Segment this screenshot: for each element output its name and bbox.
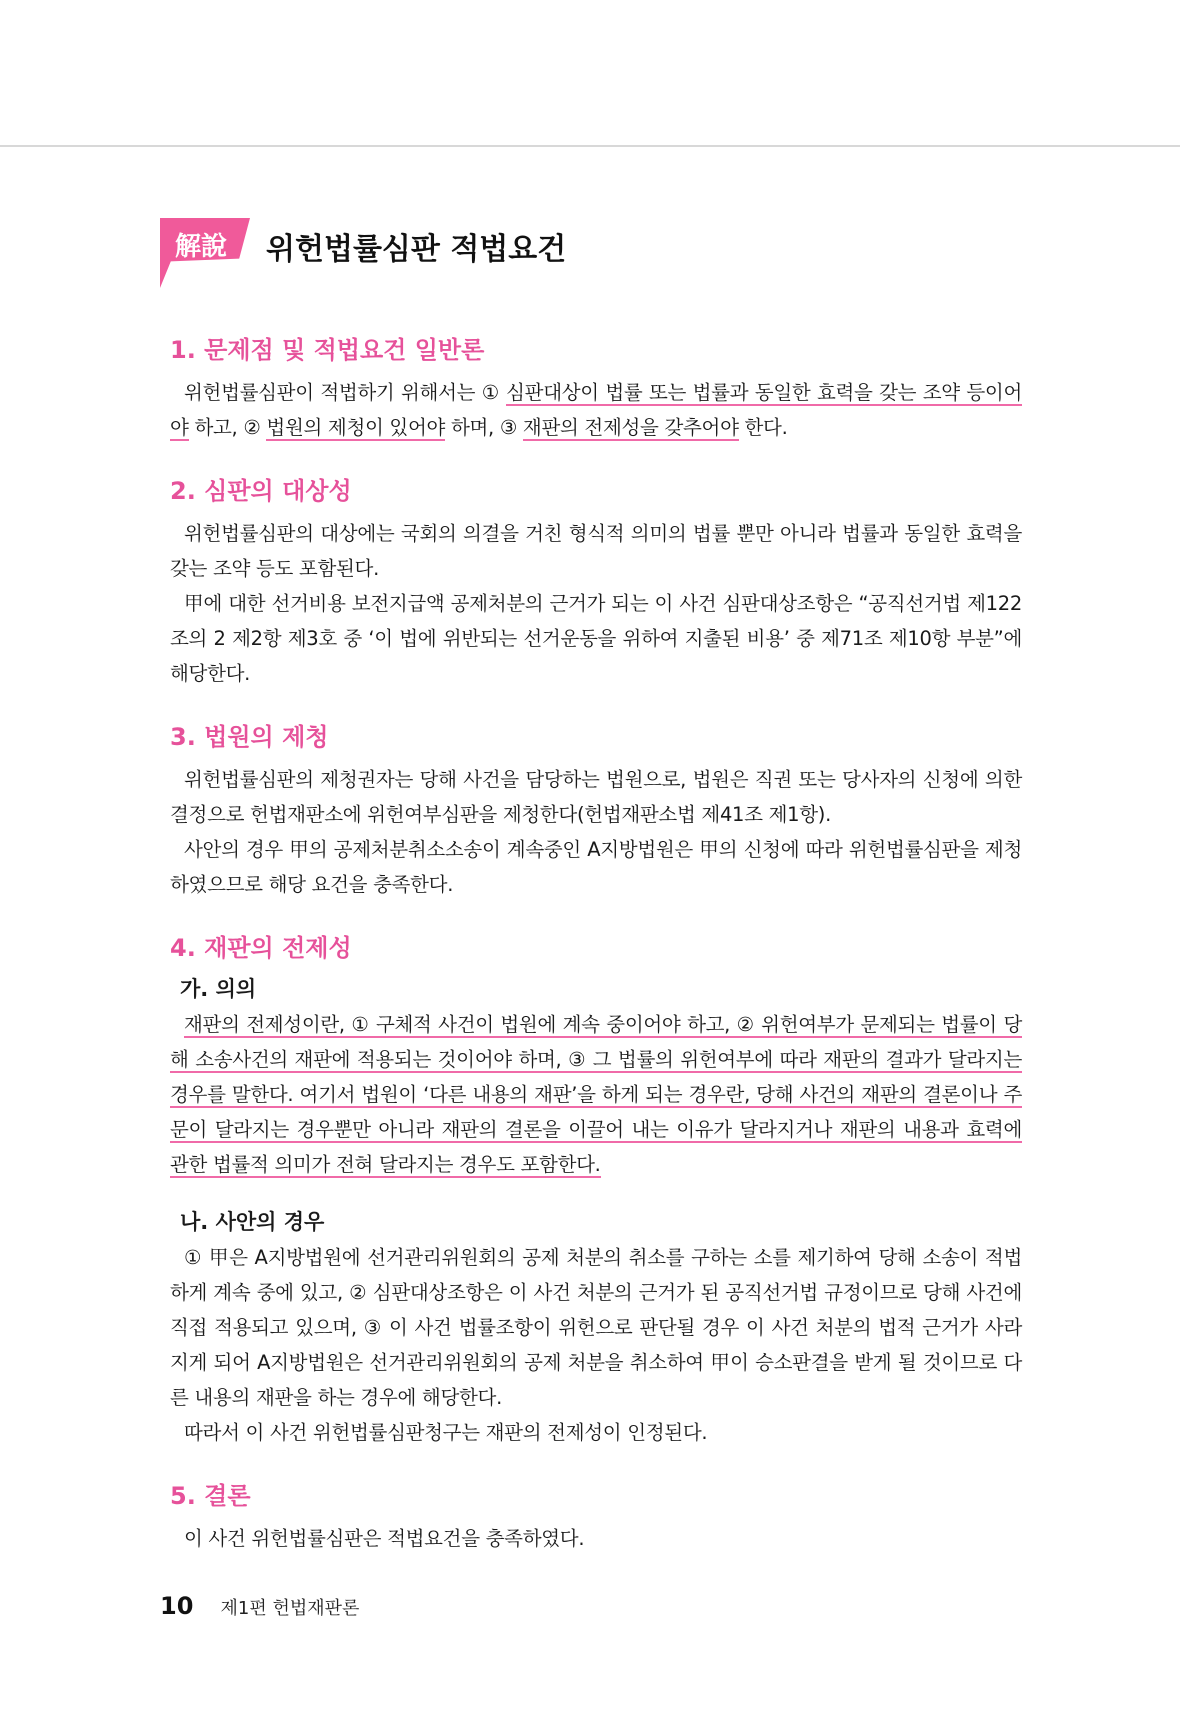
page-number: 10 xyxy=(160,1592,194,1620)
s1-highlight-2: 법원의 제청이 있어야 xyxy=(266,416,446,439)
section-3-paragraph-1: 위헌법률심판의 제청권자는 당해 사건을 담당하는 법원으로, 법원은 직권 또는 당사자의 신청에 의한 결정으로 헌법재판소에 위헌여부심판을 제청한다(헌법재판소법 제41조 제1항). xyxy=(170,768,1022,826)
section-4a-subtitle: 가. 의의 xyxy=(180,977,257,1001)
s1-text-g: 한다. xyxy=(738,416,788,439)
s1-highlight-1: 심판대상이 법률 또는 법률과 동일한 효력을 갖는 조약 등이어야 xyxy=(170,381,1022,439)
section-5-title: 5. 결론 xyxy=(170,1482,251,1510)
section-4a-paragraph xyxy=(170,1007,1022,1182)
section-2-title: 2. 심판의 대상성 xyxy=(170,477,352,505)
main-content xyxy=(170,330,1022,1556)
section-1-title: 1. 문제점 및 적법요건 일반론 xyxy=(170,336,485,364)
section-2-paragraph-1: 위헌법률심판의 대상에는 국회의 의결을 거친 형식적 의미의 법률 뿐만 아니라 법률과 동일한 효력을 갖는 조약 등도 포함된다. xyxy=(170,522,1022,580)
section-3-title: 3. 법원의 제청 xyxy=(170,723,329,751)
badge xyxy=(160,218,250,288)
section-4b-paragraph-1: ① 甲은 A지방법원에 선거관리위원회의 공제 처분의 취소를 구하는 소를 제기하여 당해 소송이 적법하게 계속 중에 있고, ② 심판대상조항은 이 사건 처분의 근거가 된 공직선거법 규정이므로 당해 사건에 직접 적용되고 있으며, ③ 이 사건 법률조항이 위헌으로 판단될 경우 이 사건 처분의 법적 근거가 사라지게 되어 A지방법원은 선거관리위원회의 공제 처분을 취소하여 甲이 승소판결을 받게 될 것이므로 다른 내용의 재판을 하는 경우에 해당한다. xyxy=(170,1246,1022,1409)
page-footer xyxy=(160,1592,359,1620)
section-4b-subtitle: 나. 사안의 경우 xyxy=(180,1210,325,1234)
section-2-paragraph-2: 甲에 대한 선거비용 보전지급액 공제처분의 근거가 되는 이 사건 심판대상조항은 “공직선거법 제122조의 2 제2항 제3호 중 ‘이 법에 위반되는 선거운동을 위하여 지출된 비용’ 중 제71조 제10항 부분”에 해당한다. xyxy=(170,592,1022,685)
s1-text-a: 위헌법률심판이 적법하기 위해서는 ① xyxy=(184,381,507,404)
s1-text-c: 하고, ② xyxy=(188,416,267,439)
page-title: 위헌법률심판 적법요건 xyxy=(266,232,567,267)
badge-label: 解說 xyxy=(174,232,227,262)
s1-text-e: 하며, ③ xyxy=(445,416,523,439)
section-4-title: 4. 재판의 전제성 xyxy=(170,934,352,962)
s4a-highlighted-text: 재판의 전제성이란, ① 구체적 사건이 법원에 계속 중이어야 하고, ② 위헌여부가 문제되는 법률이 당해 소송사건의 재판에 적용되는 것이어야 하며, ③ 그 법률의 위헌여부에 따라 재판의 결과가 달라지는 경우를 말한다. 여기서 법원이 ‘다른 내용의 재판’을 하게 되는 경우란, 당해 사건의 재판의 결론이나 주문이 달라지는 경우뿐만 아니라 재판의 결론을 이끌어 내는 이유가 달라지거나 재판의 내용과 효력에 관한 법률적 의미가 전혀 달라지는 경우도 포함한다. xyxy=(170,1013,1022,1176)
s1-highlight-3: 재판의 전제성을 갖추어야 xyxy=(522,416,739,439)
section-5-paragraph: 이 사건 위헌법률심판은 적법요건을 충족하였다. xyxy=(184,1527,585,1550)
section-3-paragraph-2: 사안의 경우 甲의 공제처분취소소송이 계속중인 A지방법원은 甲의 신청에 따라 위헌법률심판을 제청하였으므로 해당 요건을 충족한다. xyxy=(170,838,1022,896)
section-4b-paragraph-2: 따라서 이 사건 위헌법률심판청구는 재판의 전제성이 인정된다. xyxy=(184,1421,708,1444)
section-1-paragraph xyxy=(170,375,1022,445)
part-title: 제1편 헌법재판론 xyxy=(220,1598,360,1619)
top-rule xyxy=(0,145,1180,147)
